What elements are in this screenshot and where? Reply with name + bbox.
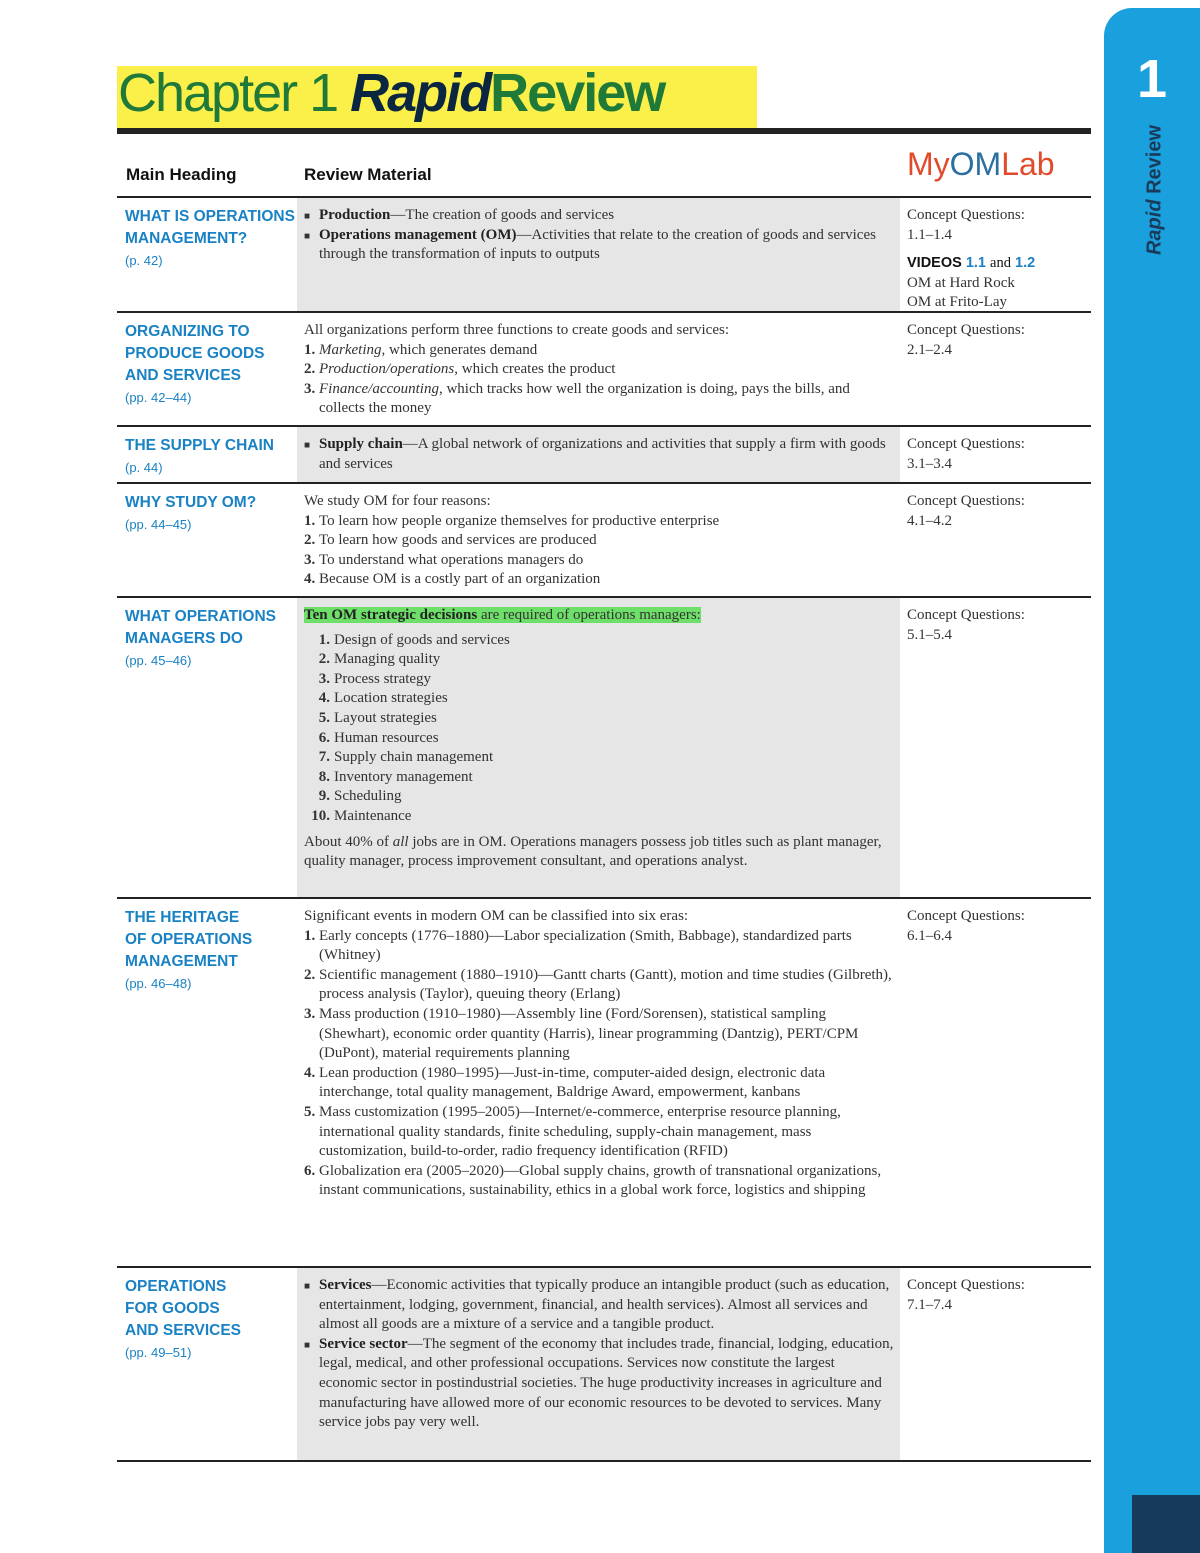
review-row [117, 482, 1091, 597]
om-jobs-paragraph: About 40% of all jobs are in OM. Operations managers possess job titles such as plant manager, quality manager, process improvement consultant, and operations analyst. [304, 833, 882, 870]
review-material [304, 1276, 894, 1433]
review-material [304, 606, 894, 872]
title-rule [117, 128, 1091, 134]
list-item: 8. Inventory management [318, 768, 473, 785]
section-heading: THE SUPPLY CHAIN (p. 44) [125, 435, 297, 479]
video-list: OM at Hard Rock OM at Frito-Lay [907, 274, 1015, 311]
section-heading: OPERATIONS FOR GOODS AND SERVICES (pp. 49–51) [125, 1276, 297, 1364]
review-material: We study OM for four reasons: 1. To learn how people organize themselves for productive enterprise 2. To learn how goods and services are produced 3. To understand what operations managers do 4. Because OM is a costly part of an organization [304, 492, 894, 590]
list-item: 6. Globalization era (2005–2020)—Global supply chains, growth of transnational organizations, instant communications, sustainability, ethics in a global work force, logistics and shipping [304, 1162, 882, 1199]
decision-list [304, 631, 894, 827]
list-item: 3. Finance/accounting, which tracks how well the organization is doing, pays the bills, and collects the money [304, 380, 850, 417]
page-ref: (pp. 42–44) [125, 390, 192, 405]
page-ref: (pp. 44–45) [125, 517, 192, 532]
review-row [117, 596, 1091, 898]
page-ref: (pp. 45–46) [125, 653, 192, 668]
review-material: All organizations perform three functions to create goods and services: 1. Marketing, which generates demand 2. Production/operations, which creates the product 3. Finance/accounting, which tracks how well the organization is doing, pays the bills, and collects the money [304, 321, 894, 419]
list-item: 6. Human resources [318, 729, 439, 746]
list-item: 2. Managing quality [318, 651, 441, 668]
list-item: 3. Mass production (1910–1980)—Assembly line (Ford/Sorensen), statistical sampling (Shewhart), economic order quantity (Harris), linear programming (Dantzig), PERT/CPM (DuPont), material requirements planning [304, 1005, 859, 1062]
list-item: ■ Service sector—The segment of the economy that includes trade, financial, lodging, education, legal, medical, and other professional occupations. Services now constitute the largest economic sector in postindustrial societies. The huge productivity increases in agriculture and manufacturing have allowed more of our economic resources to be devoted to services. Many service jobs pay very well. [304, 1335, 894, 1431]
page-ref: (p. 44) [125, 460, 163, 475]
list-item: ■ Operations management (OM)—Activities that relate to the creation of goods and services through the transformation of inputs to outputs [304, 226, 876, 263]
review-row [117, 425, 1091, 483]
review-material [304, 206, 894, 265]
review-row [117, 1266, 1091, 1462]
list-item: 4. Location strategies [318, 690, 448, 707]
list-item: 4. Because OM is a costly part of an organization [304, 571, 601, 588]
concept-questions: Concept Questions: 3.1–3.4 [907, 436, 1025, 472]
concept-questions: Concept Questions: 4.1–4.2 [907, 493, 1025, 529]
list-item: 2. To learn how goods and services are produced [304, 532, 597, 549]
side-tab-footer-block [1132, 1495, 1200, 1553]
list-item: 5. Layout strategies [318, 709, 437, 726]
chapter-number: 1 [1136, 49, 1168, 109]
section-heading: WHAT OPERATIONS MANAGERS DO (pp. 45–46) [125, 606, 297, 672]
review-material [304, 435, 894, 474]
section-heading: THE HERITAGE OF OPERATIONS MANAGEMENT (pp. 46–48) [125, 907, 297, 995]
concept-questions: Concept Questions: 7.1–7.4 [907, 1277, 1025, 1313]
list-item: 4. Lean production (1980–1995)—Just-in-time, computer-aided design, electronic data interchange, total quality management, Baldrige Award, empowerment, kanbans [304, 1064, 826, 1101]
section-heading: WHAT IS OPERATIONS MANAGEMENT? (p. 42) [125, 206, 297, 272]
list-item: 1. Design of goods and services [318, 631, 510, 648]
list-item: 3. Process strategy [318, 670, 432, 687]
list-item: 2. Scientific management (1880–1910)—Gantt charts (Gantt), motion and time studies (Gilbreth), process analysis (Taylor), queuing theory (Erlang) [304, 966, 892, 1003]
list-item: 1. Early concepts (1776–1880)—Labor specialization (Smith, Babbage), standardized parts (Whitney) [304, 927, 852, 964]
review-row [117, 897, 1091, 1267]
highlighted-text: Ten OM strategic decisions are required of operations managers: [304, 607, 701, 623]
videos-label: VIDEOS 1.1 and 1.2 [907, 255, 1036, 272]
review-row [117, 311, 1091, 426]
col-header-review-material: Review Material [304, 165, 432, 184]
list-item: 10. Maintenance [311, 807, 412, 824]
list-item: 1. Marketing, which generates demand [304, 341, 538, 358]
col-header-main-heading: Main Heading [126, 165, 237, 184]
section-heading: WHY STUDY OM? (pp. 44–45) [125, 492, 297, 536]
side-tab-label: Rapid Review [1143, 124, 1166, 256]
list-item: 1. To learn how people organize themselves for productive enterprise [304, 512, 720, 529]
review-material: Significant events in modern OM can be classified into six eras: 1. Early concepts (1776–1880)—Labor specialization (Smith, Babbage), standardized parts (Whitney) 2. Scientific management (1880–1910)—Gantt charts (Gantt), motion and time studies (Gilbreth), process analysis (Taylor), queuing theory (Erlang) 3. Mass production (1910–1980)—Assembly line (Ford/Sorensen), statistical sampling (Shewhart), economic order quantity (Harris), linear programming (Dantzig), PERT/CPM (DuPont), material requirements planning 4. Lean production (1980–1995)—Just-in-time, computer-aided design, electronic data interchange, total quality management, Baldrige Award, empowerment, kanbans 5. Mass customization (1995–2005)—Internet/e-commerce, enterprise resource planning, international quality standards, finite scheduling, supply-chain management, mass customization, build-to-order, radio frequency identification (RFID) 6. Globalization era (2005–2020)—Global supply chains, growth of transnational organizations, instant communications, sustainability, ethics in a global work force, logistics and shipping [304, 907, 894, 1201]
review-row [117, 196, 1091, 312]
bottom-rule [117, 1460, 1091, 1462]
list-item: ■ Supply chain—A global network of organizations and activities that supply a firm with goods and services [304, 436, 886, 472]
list-item: 9. Scheduling [318, 788, 402, 805]
list-item: 7. Supply chain management [318, 749, 494, 766]
list-item: ■ Services—Economic activities that typically produce an intangible product (such as education, entertainment, lodging, government, financial, and health services). Almost all services and almost all goods are a mixture of a service and a tangible product. [304, 1277, 890, 1333]
concept-questions: Concept Questions: 6.1–6.4 [907, 908, 1025, 944]
list-item: 2. Production/operations, which creates the product [304, 361, 616, 378]
concept-questions: Concept Questions: 5.1–5.4 [907, 607, 1025, 643]
list-item: 5. Mass customization (1995–2005)—Internet/e-commerce, enterprise resource planning, international quality standards, finite scheduling, supply-chain management, mass customization, build-to-order, radio frequency identification (RFID) [304, 1103, 841, 1160]
page-title: Chapter 1 RapidReview [118, 63, 665, 123]
concept-questions: Concept Questions: 1.1–1.4 VIDEOS 1.1 and 1.2 OM at Hard Rock OM at Frito-Lay [907, 206, 1087, 313]
myomlab-logo: MyOMLab [907, 146, 1055, 182]
list-item: ■ Production—The creation of goods and services [304, 207, 615, 223]
page-ref: (p. 42) [125, 253, 163, 268]
page-ref: (pp. 46–48) [125, 976, 192, 991]
concept-questions: Concept Questions: 2.1–2.4 [907, 322, 1025, 358]
list-item: 3. To understand what operations managers do [304, 551, 584, 568]
page-ref: (pp. 49–51) [125, 1345, 192, 1360]
section-heading: ORGANIZING TO PRODUCE GOODS AND SERVICES (pp. 42–44) [125, 321, 297, 409]
